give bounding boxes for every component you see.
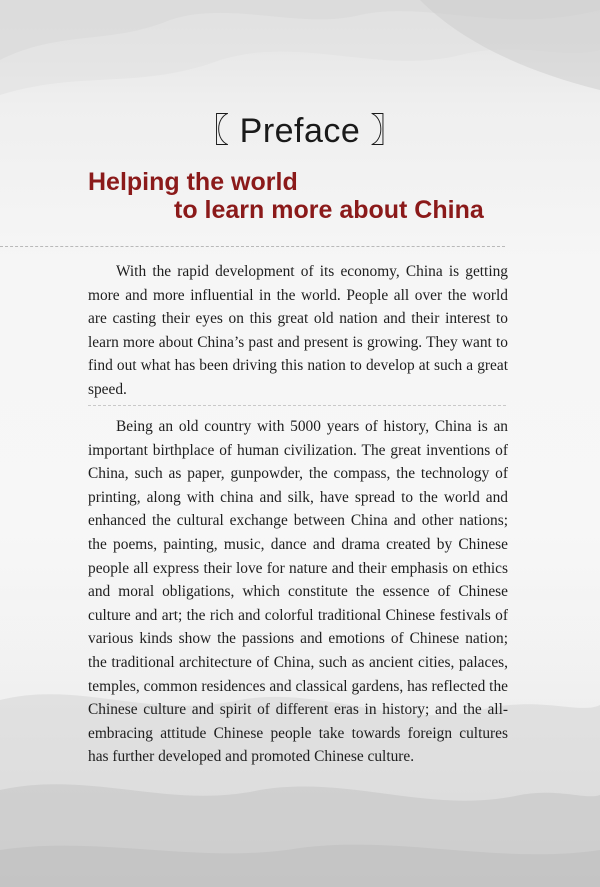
paragraph-2: Being an old country with 5000 years of history, China is an important birthplace of human civilization. The great inventions of China, such as paper, gunpowder, the compass, the technology of printing, along with china and silk, have spread to the world and enhanced the cultural exchange between China and other nations; the poems, painting, music, dance and drama created by Chinese people all express their love for nature and their emphasis on ethics and moral obligations, which constitute the essence of Chinese culture and art; the rich and colorful traditional Chinese festivals of various kinds show the passions and emotions of Chinese nation; the traditional architecture of China, such as ancient cities, palaces, temples, common residences and classical gardens, has reflected the Chinese culture and spirit of different eras in history; and the all-embracing attitude Chinese people take towards foreign cultures has further developed and promoted Chinese culture.	[88, 418, 508, 766]
paragraph-1: With the rapid development of its economy, China is getting more and more influential in the world. People all over the world are casting their eyes on this great old nation and their interest to learn more about China’s past and present is growing. They want to find out what has been driving this nation to develop at such a great speed.	[88, 263, 508, 398]
subtitle-line-1: Helping the world	[88, 168, 298, 196]
page-title: 〖 Preface 〗	[195, 112, 405, 150]
divider-top	[0, 246, 505, 247]
subtitle-line-2: to learn more about China	[174, 196, 484, 224]
divider-middle	[88, 405, 506, 406]
